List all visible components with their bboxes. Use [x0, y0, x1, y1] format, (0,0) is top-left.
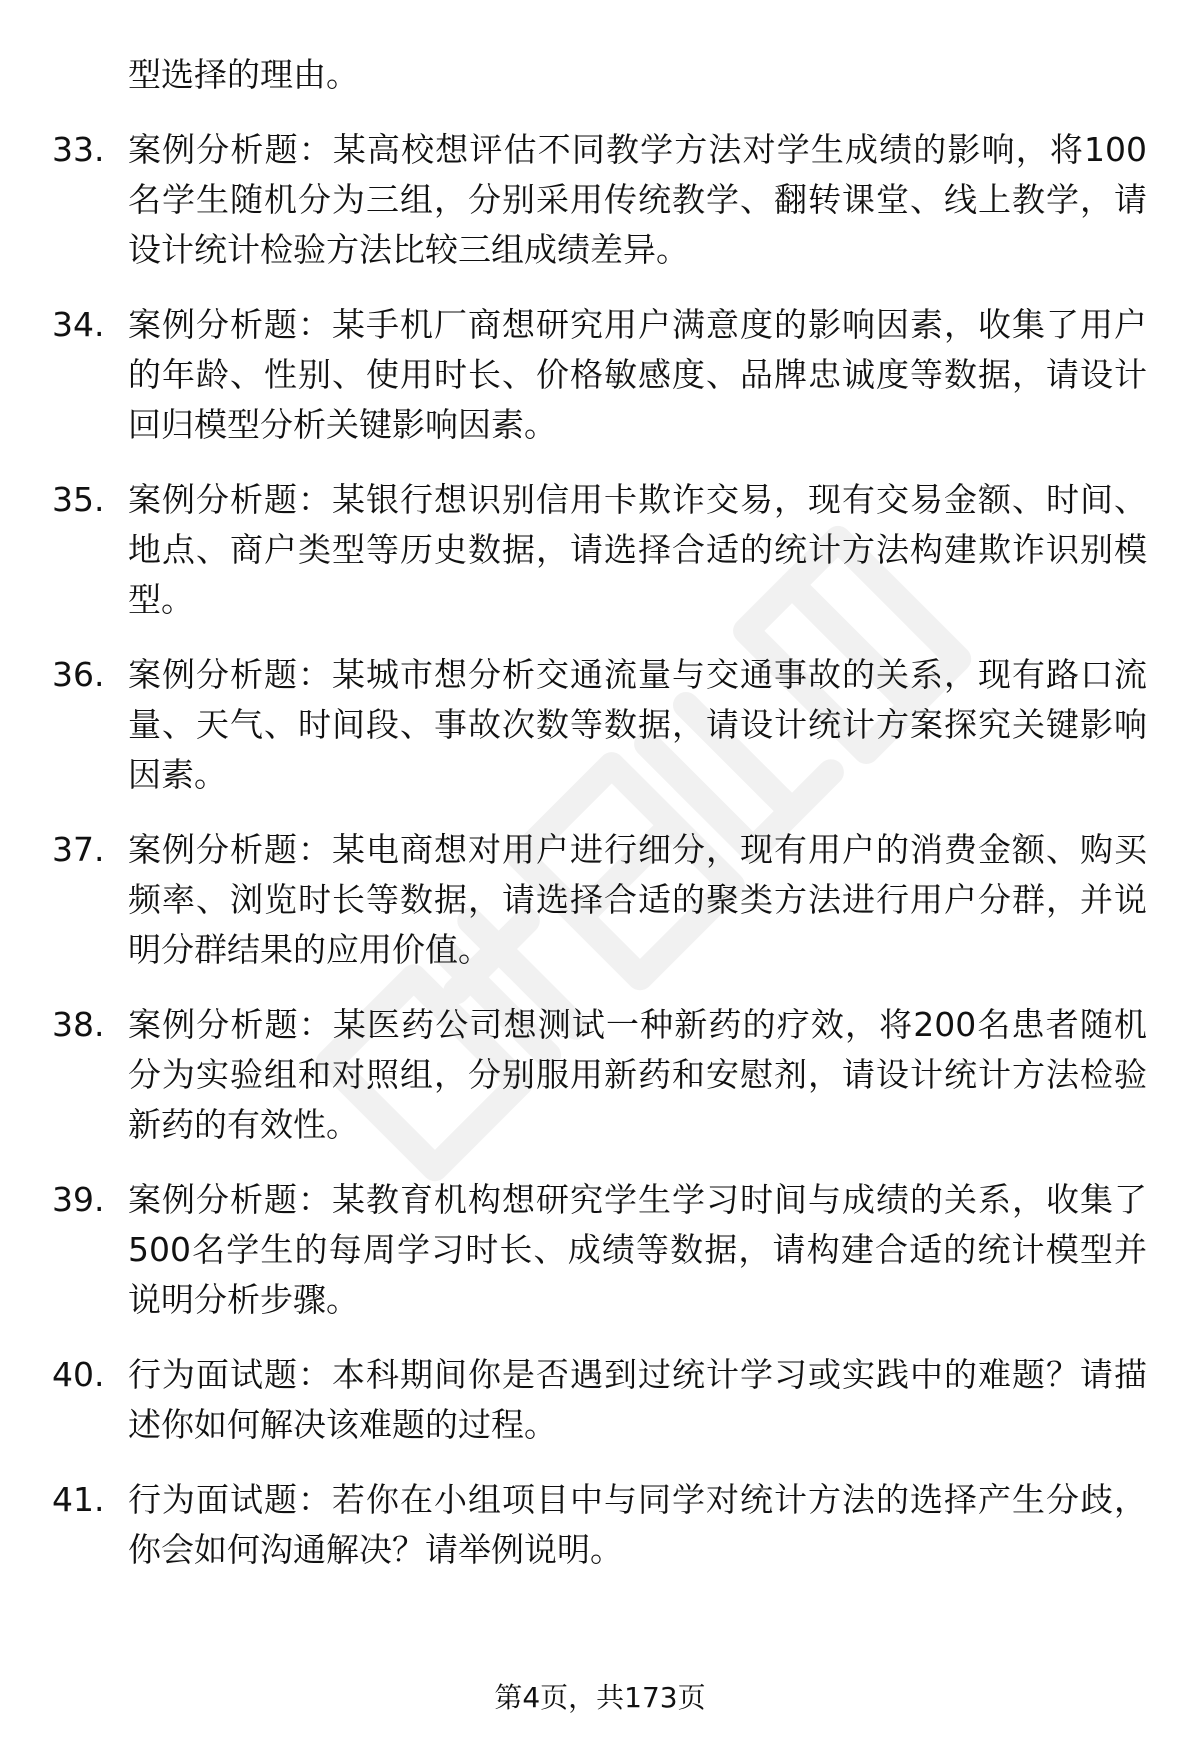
question-number: 40.	[52, 1355, 105, 1394]
question-number: 34.	[52, 305, 105, 344]
question-item	[52, 1000, 1147, 1150]
question-text: 案例分析题：某医药公司想测试一种新药的疗效，将200名患者随机分为实验组和对照组，分别服用新药和安慰剂，请设计统计方法检验新药的有效性。	[128, 1005, 1147, 1144]
question-number: 37.	[52, 830, 105, 869]
question-item	[52, 475, 1147, 625]
question-item	[52, 650, 1147, 800]
question-number: 35.	[52, 480, 105, 519]
continuation-text: 型选择的理由。	[128, 55, 359, 94]
question-item	[52, 300, 1147, 450]
question-number: 41.	[52, 1480, 105, 1519]
question-item	[52, 1175, 1147, 1325]
question-text: 案例分析题：某教育机构想研究学生学习时间与成绩的关系，收集了500名学生的每周学习时长、成绩等数据，请构建合适的统计模型并说明分析步骤。	[128, 1180, 1147, 1319]
question-item	[52, 825, 1147, 975]
question-item	[52, 1475, 1147, 1575]
question-text: 案例分析题：某银行想识别信用卡欺诈交易，现有交易金额、时间、地点、商户类型等历史数据，请选择合适的统计方法构建欺诈识别模型。	[128, 480, 1147, 619]
question-text: 案例分析题：某手机厂商想研究用户满意度的影响因素，收集了用户的年龄、性别、使用时长、价格敏感度、品牌忠诚度等数据，请设计回归模型分析关键影响因素。	[128, 305, 1147, 444]
question-text: 案例分析题：某城市想分析交通流量与交通事故的关系，现有路口流量、天气、时间段、事故次数等数据，请设计统计方案探究关键影响因素。	[128, 655, 1147, 794]
question-number: 38.	[52, 1005, 105, 1044]
document-body	[52, 50, 1147, 1600]
question-item	[52, 125, 1147, 275]
question-number: 39.	[52, 1180, 105, 1219]
question-number: 36.	[52, 655, 105, 694]
page-footer: 第4页，共173页	[494, 1681, 706, 1714]
question-text: 案例分析题：某高校想评估不同教学方法对学生成绩的影响，将100名学生随机分为三组，分别采用传统教学、翻转课堂、线上教学，请设计统计检验方法比较三组成绩差异。	[128, 130, 1147, 269]
question-text: 行为面试题：若你在小组项目中与同学对统计方法的选择产生分歧，你会如何沟通解决？请举例说明。	[128, 1480, 1147, 1569]
question-text: 案例分析题：某电商想对用户进行细分，现有用户的消费金额、购买频率、浏览时长等数据，请选择合适的聚类方法进行用户分群，并说明分群结果的应用价值。	[128, 830, 1147, 969]
question-item	[52, 1350, 1147, 1450]
question-text: 行为面试题：本科期间你是否遇到过统计学习或实践中的难题？请描述你如何解决该难题的过程。	[128, 1355, 1147, 1444]
question-number: 33.	[52, 130, 105, 169]
